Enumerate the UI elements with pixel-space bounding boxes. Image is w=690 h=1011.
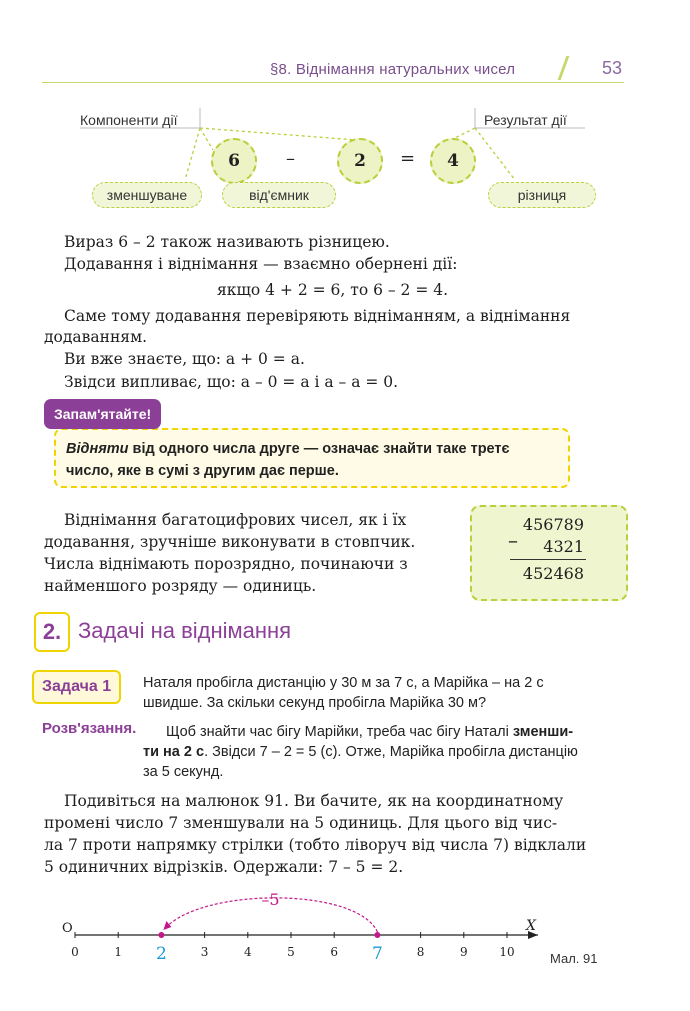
solution-line-1-text: Щоб знайти час бігу Марійки, треба час бігу Наталі <box>166 724 513 740</box>
task-1-tag: Задача 1 <box>32 670 121 704</box>
task-1-line-2: швидше. За скільки секунд пробігла Марійка 30 м? <box>143 695 487 711</box>
solution-tag: Розв'язання. <box>42 720 137 737</box>
column-result: 452468 <box>522 564 584 583</box>
difference-name-pill: різниця <box>488 182 596 208</box>
intro-line-5: Звідси випливає, що: a – 0 = a і a – a = 0. <box>64 373 399 391</box>
intro-line-3b: додаванням. <box>44 328 148 346</box>
column-line-3: Числа віднімають порозрядно, починаючи з <box>44 555 408 573</box>
column-minuend: 456789 <box>522 515 584 534</box>
ray-line-3: ла 7 проти напрямку стрілки (тобто ліворуч від числа 7) відклали <box>44 836 587 854</box>
components-label: Компоненти дії <box>80 112 178 128</box>
origin-label: O <box>62 921 73 936</box>
column-line-2: додавання, зручніше виконувати в стовпчик. <box>44 533 416 551</box>
task-1-text <box>143 673 627 713</box>
intro-formula: якщо 4 + 2 = 6, то 6 – 2 = 4. <box>217 281 449 299</box>
remember-italic-word: Відняти <box>66 441 129 457</box>
difference-circle: 4 <box>430 138 476 184</box>
minuend-circle: 6 <box>211 138 257 184</box>
ray-line-2: промені число 7 зменшували на 5 одиниць. Для цього від чис- <box>44 814 558 832</box>
section-title: Задачі на віднімання <box>78 618 292 643</box>
figure-caption: Мал. 91 <box>550 951 598 966</box>
column-minus-sign: – <box>508 528 518 552</box>
solution-line-2-text: . Звідси 7 – 2 = 5 (с). Отже, Марійка пробігла дистанцію <box>204 744 578 760</box>
equals-sign: = <box>400 148 416 169</box>
tick-label: 3 <box>200 945 209 959</box>
intro-line-4: Ви вже знаєте, що: a + 0 = a. <box>64 350 305 368</box>
highlight-point <box>158 932 164 938</box>
intro-line-1: Вираз 6 – 2 також називають різницею. <box>64 233 390 251</box>
tick-label: 2 <box>155 944 167 964</box>
intro-line-2: Додавання і віднімання — взаємно обернені дії: <box>64 255 458 273</box>
column-line-1: Віднімання багатоцифрових чисел, як і їх <box>64 511 407 529</box>
remember-text <box>66 438 560 482</box>
remember-line-2: число, яке в сумі з другим дає перше. <box>66 463 339 479</box>
minuend-name-pill: зменшуване <box>92 182 202 208</box>
tick-label: 10 <box>499 945 515 959</box>
tick-label: 0 <box>71 945 79 959</box>
tick-label: 7 <box>371 944 383 964</box>
column-subtrahend: 4321 <box>543 537 584 556</box>
column-line-4: найменшого розряду — одиниць. <box>44 577 317 595</box>
ray-line-1: Подивіться на малюнок 91. Ви бачите, як на координатному <box>64 792 564 810</box>
tick-label: 9 <box>459 945 468 959</box>
tick-label: 6 <box>330 945 339 959</box>
ray-paragraph <box>44 790 629 878</box>
solution-line-3: за 5 секунд. <box>143 764 224 780</box>
intro-line-3a: Саме тому додавання перевіряють відніманням, а віднімання <box>64 307 571 325</box>
page-header-title: §8. Віднімання натуральних чисел <box>270 61 516 78</box>
section-number: 2. <box>34 612 70 652</box>
minus-sign: – <box>286 148 295 169</box>
highlight-point <box>374 932 380 938</box>
task-1-line-1: Наталя пробігла дистанцію у 30 м за 7 с, а Марійка – на 2 с <box>143 675 544 691</box>
column-paragraph <box>44 509 449 597</box>
axis-label: X <box>526 918 536 934</box>
result-label: Результат дії <box>484 112 567 128</box>
solution-line-1-bold: зменши- <box>512 724 574 740</box>
ray-line-4: 5 одиничних відрізків. Одержали: 7 – 5 = 2. <box>44 858 404 876</box>
solution-line-2 <box>143 742 629 762</box>
subtrahend-name-pill: від'ємник <box>222 182 336 208</box>
solution-line-1 <box>166 722 626 742</box>
tick-label: 8 <box>416 945 425 959</box>
column-result-rule <box>510 559 586 560</box>
tick-label: 5 <box>287 945 295 959</box>
page-number: 53 <box>602 58 623 78</box>
remember-line-1: від одного числа друге — означає знайти таке третє <box>128 441 510 457</box>
tick-label: 1 <box>114 945 123 959</box>
minus-five-arc-arrowhead <box>163 921 171 930</box>
solution-line-2-bold: ти на 2 с <box>143 744 205 760</box>
remember-tag: Запам'ятайте! <box>44 399 161 429</box>
subtrahend-circle: 2 <box>337 138 383 184</box>
tick-label: 4 <box>243 945 252 959</box>
minus-five-label: –5 <box>261 890 280 909</box>
